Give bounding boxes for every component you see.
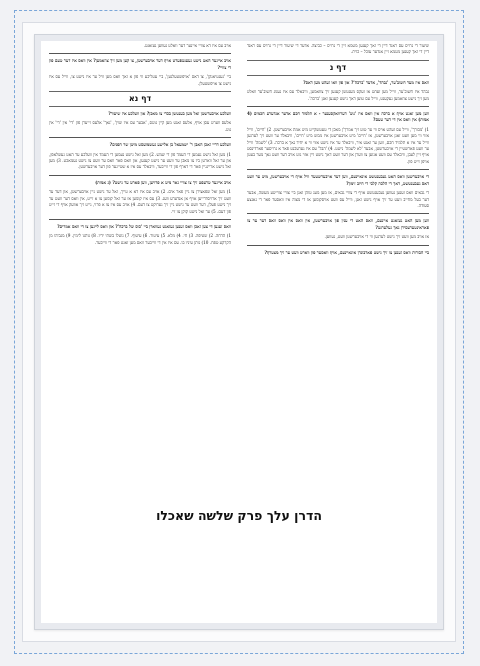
right-column bbox=[247, 43, 429, 259]
answer-paragraph: אלעס ווערט עסן אויף, אלעס זאגט מען קיין גוטס, 'אבער עס איז שוין', 'נאך' אלעס זייערן פון 'די' אין 'די' אין גוט. bbox=[49, 120, 231, 132]
section-divider bbox=[247, 245, 429, 246]
question-paragraph: אויב איינער טרעפט זיך צו צוויי נאר מיט א פרויען, ווען פארט ער נישט? (נ אמות) bbox=[95, 179, 231, 185]
section-divider bbox=[49, 137, 231, 138]
answer-paragraph: די גבאים וואס זענען געווען געבענטשט אויף די צוויי גבאים, אז מען מעג טוהן זאגן ביי צוויי צווייטע מעשה, אבער דער בעל מחייב וועט ער זיך אויף נישט זאגן, ווייל עס וועט אויסקומען אז די מצוה איז וואסער פאר די גאנצע סעודה. bbox=[247, 190, 429, 208]
daf-heading: דף נא bbox=[49, 91, 231, 107]
answer-paragraph: גבהד איז חשוב'ער, ווייל מען זעהט אז זעקס מענטשן קענען זיך צוזאמען, וויבאלד עס איז גענוג חשוב'ער וואלט מען זיך גישט צוזאמען געקענט, ווייל עס טוען דאך נישט קענען זאגן 'ברכה'. bbox=[247, 89, 429, 101]
question-paragraph: וואס איז מער חשוב'ער, 'גבהד', אדער 'ברכה'? און פון וואו זעהט מען דאס? bbox=[303, 79, 429, 85]
question-paragraph: אויב איינער האט נישט געענטפערט אויף דער אויבערשטן, צו קען מען זיך צוזאמען? אין וואס איז דער טעם פון די צוויי? bbox=[49, 58, 231, 70]
daf-heading: דף נ bbox=[247, 60, 429, 76]
question-paragraph: וואס זענען די צען זאכן וואס זענען געזאגט געווארן ביי 'כוס של ברכה'? און וואס ליינען צו די וואס אמרים? bbox=[57, 223, 231, 229]
section-divider bbox=[247, 106, 429, 107]
section-divider bbox=[49, 53, 231, 54]
question-paragraph: ווען מען האט געזאגט איינעם, וואס האט די ענין פון אויבערשטן, אין וואס אין וואס וואס דער ער צו פאראינטערעסירן נאך געלערנט? bbox=[247, 218, 429, 230]
answer-paragraph: שיעור די גרויס עס ראנד דיין די זאך קענען מטמא זיין די גרויס – כביצה. אדער די שיעור דיין די גרויס עס ראנד דיין די זאך קענען מטמא זיין אנדער עוכל – כזית. bbox=[247, 43, 429, 55]
section-divider bbox=[49, 175, 231, 176]
answer-paragraph: אויב עס איז דא צוויי איינער דער וואלט געווען געזאגט. bbox=[143, 43, 231, 48]
section-divider bbox=[247, 213, 429, 214]
chapter-end-title: הדרן עלך פרק שלשה שאכלו bbox=[156, 508, 322, 523]
answer-paragraph: ביי 'גענטיאנקן', צו דאס 'אויפשטעלגען', ביי עטליכע ווי פון א זאך וואס מען וויל ער איז נישט צו, ווייל עס איז נישט צו אויפשטעלן. bbox=[49, 74, 231, 86]
answer-paragraph: 1) הדחה. 2) שטיפה. 3) חי. 4) מלא. 5) עיטור. 6) עיטוף. 7) נוטלו בשתי ידיו. 8) נותנו לימין. 9) מגביהו מן הקרקע טפח. 10) נותן עיניו בו. עס איז אין די ווייבער וואס מען זאגט פאר די ווייבער. bbox=[49, 233, 232, 245]
question-paragraph: ווען מען זאגט אויף א ברכה אין וואס איז 'גוט' דערוואקסענער - א תלמוד חכם אדער אנדערע חכמים (4 אמות) אין וואס אין די דער טעם? bbox=[247, 111, 429, 123]
answer-paragraph: 1) מען זאל נישט נעמען די העמד פון די שמש. 2) מען זאל נישט נעמען די העמד אין וועלכע ער האט געשלאפן, און ער זאל ווארטן ביז צו מאכן ער וועט ער נישט קענען, און וואס פאר וואס ער וועט צו נישט געמאכט. 3) מען זאל נישט אריינגיין פאר די דארף פון די ווייבער, וויבאלד עס איז א שטייגער פון דער אויבערשטן. bbox=[49, 151, 232, 170]
answer-paragraph: אז אויב מען וועט זיך נישט לערנען ווי די אויבערשטן וועט, געווען. bbox=[324, 234, 429, 240]
answer-paragraph: 1) מען זאל שפאצירן צו גיין פאר אים. 2) אויב עס איז דא א טייך, זאל ער נישט גיין אויבערשטן, און דער ער וועט זיך ארויסדרייען אויף אן אנדערע וועג. 3) עס איז קומען אז ער זאל קומען צו א זייט, אין וואס דער וועט ער זיך נישט פעלן, דער וועט ער נישט גיין זיך גערוקט צו דעם. 4) אויב עס איז צו א פרוי, גייט זיך אוועק אויף די זייט פון דעם. 5) ער זאל נישט קוקן צו זיי. bbox=[49, 189, 231, 214]
left-column bbox=[49, 43, 231, 249]
question-paragraph: די אויבערשטן וואס האט געבענטשט אינאיינעם, ווען דער אויבערשטער וויל אויף די אויבערשטן, מיט ער וועט דאס געבענטשט, דאך די הלכה קלבי די חיוב זימון? bbox=[247, 174, 429, 186]
section-divider bbox=[247, 169, 429, 170]
question-paragraph: ביי חבורות וואס זענען צו זיך נישט פארבונדן אינאיינעם, אויף וואסער פון ווארט וועט ער זיך מצטרף? bbox=[264, 249, 429, 255]
section-divider bbox=[49, 219, 231, 220]
answer-paragraph: 1) 'מבורך', ווייל עס זעהט אויס ווי ער טוט זיך אמרך'ן מאכן די טעטשקייט מיט אמת אויבערשטן. 2) 'חיים', ווייל אזוי ווי מען וועט זאגן אויבערשטן, אז 'חיים' מיט אויבערשטן איז ממש מיט 'חיים', וויבאלד ער וועט זיך לערנען ווייל ער איז א תלמיד חכם, ווען ער זאגט איר, וויבאלד ער איז נישט אזוי ווי א יחיד נאך א ברכה. 3) 'לשמה' ווייל ער וועט פארשטיין די אויבערשטן, אבער 'לא לשמה' נישט. 4) 'הבל' עס איז גערעכנט פאר א גרויסער פארדינסט אויף זיין לעבן, וויבאלד עס וועט אנזען צו ווערן און דער וועט דאך נישט זיין אזוי גוט אויב דער וועט נאך מער בעטן אויפן זייט פון. bbox=[247, 126, 429, 164]
document-page bbox=[34, 34, 444, 630]
question-paragraph: וועלכע אויבערשטן זאל מען בענטשן בכדי צו מאכן? און וועלכע איז שיעור? bbox=[108, 111, 231, 117]
question-paragraph: וועלכע דריי זאכן האבן ר' ישמעאל בן אלישע געשמועסט מיטן שר הפנים? bbox=[109, 142, 231, 148]
